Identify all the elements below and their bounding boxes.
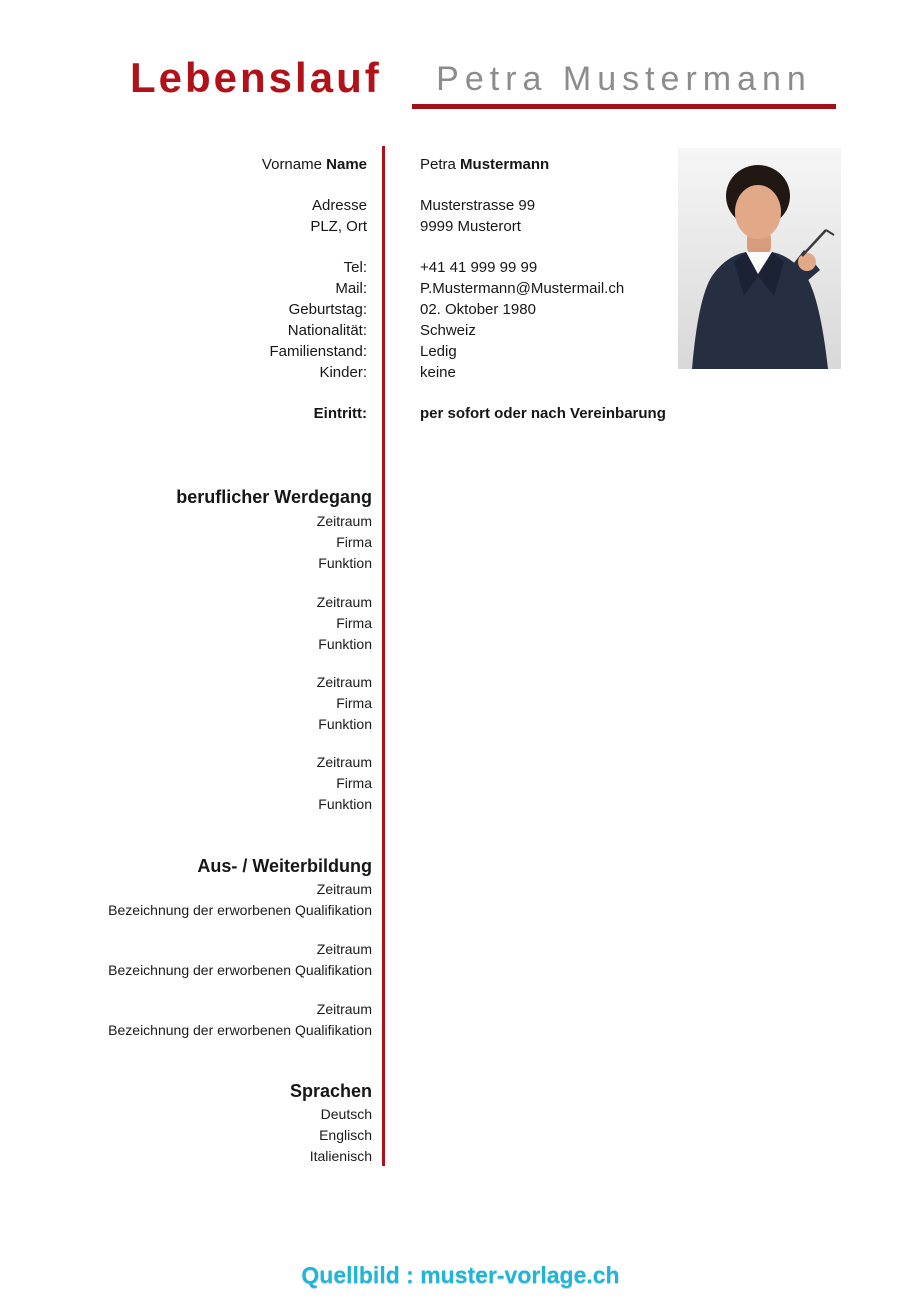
label-text: Tel: xyxy=(343,259,367,276)
career-line-firma: Firma xyxy=(336,695,372,711)
personal-row-geburtstag xyxy=(0,299,921,320)
source-caption: Quellbild : muster-vorlage.ch xyxy=(301,1262,620,1288)
personal-row-name xyxy=(0,154,921,175)
field-value xyxy=(420,216,521,237)
field-label xyxy=(0,299,367,320)
label-text: PLZ, Ort xyxy=(310,218,367,235)
value-text-bold: per sofort oder nach Vereinbarung xyxy=(420,405,666,422)
field-label xyxy=(0,278,367,299)
value-text: Ledig xyxy=(420,343,457,360)
section-heading-education: Aus- / Weiterbildung xyxy=(197,856,372,876)
education-line-zeitraum: Zeitraum xyxy=(316,881,372,897)
personal-row-kinder xyxy=(0,362,921,383)
value-text: Petra xyxy=(420,156,461,173)
field-value xyxy=(420,320,476,341)
field-label xyxy=(0,154,367,175)
field-label xyxy=(0,257,367,278)
career-line-firma: Firma xyxy=(336,615,372,631)
value-text: +41 41 999 99 99 xyxy=(420,259,538,276)
field-label xyxy=(0,320,367,341)
language-item: Englisch xyxy=(319,1127,372,1143)
education-line-zeitraum: Zeitraum xyxy=(316,941,372,957)
education-line-zeitraum: Zeitraum xyxy=(316,1001,372,1017)
value-text: 02. Oktober 1980 xyxy=(420,301,536,318)
education-line-qualifikation: Bezeichnung der erworbenen Qualifikation xyxy=(108,902,372,918)
education-group xyxy=(0,939,372,981)
career-line-funktion: Funktion xyxy=(318,555,372,571)
field-label xyxy=(0,403,367,424)
value-text: Schweiz xyxy=(420,322,476,339)
label-text: Kinder: xyxy=(319,364,367,381)
section-heading-career: beruflicher Werdegang xyxy=(176,487,372,507)
person-name-title: Petra Mustermann xyxy=(436,60,812,98)
label-text: Adresse xyxy=(311,197,367,214)
education-line-qualifikation: Bezeichnung der erworbenen Qualifikation xyxy=(108,962,372,978)
personal-row-plz-ort xyxy=(0,216,921,237)
field-value xyxy=(420,195,535,216)
career-line-funktion: Funktion xyxy=(318,636,372,652)
field-value xyxy=(420,278,624,299)
career-group xyxy=(0,511,372,574)
personal-row-adresse xyxy=(0,195,921,216)
value-text-bold: Mustermann xyxy=(460,156,550,173)
document-title: Lebenslauf xyxy=(130,54,382,101)
personal-row-mail xyxy=(0,278,921,299)
career-group xyxy=(0,592,372,655)
career-group xyxy=(0,672,372,735)
field-label xyxy=(0,216,367,237)
field-value xyxy=(420,341,457,362)
career-line-zeitraum: Zeitraum xyxy=(316,754,372,770)
field-label xyxy=(0,362,367,383)
education-line-qualifikation: Bezeichnung der erworbenen Qualifikation xyxy=(108,1022,372,1038)
value-text: keine xyxy=(420,364,456,381)
career-line-funktion: Funktion xyxy=(318,716,372,732)
education-group xyxy=(0,999,372,1041)
label-text-bold: Eintritt: xyxy=(313,405,367,422)
section-heading-languages: Sprachen xyxy=(289,1081,372,1101)
field-label xyxy=(0,341,367,362)
field-label xyxy=(0,195,367,216)
value-text: P.Mustermann@Mustermail.ch xyxy=(420,280,625,297)
career-line-firma: Firma xyxy=(336,775,372,791)
label-text: Geburtstag: xyxy=(288,301,367,318)
header-underline xyxy=(412,104,836,109)
field-value xyxy=(420,154,549,175)
value-text: 9999 Musterort xyxy=(420,218,521,235)
label-text: Vorname xyxy=(261,156,327,173)
personal-row-eintritt xyxy=(0,403,921,424)
career-line-zeitraum: Zeitraum xyxy=(316,674,372,690)
career-line-zeitraum: Zeitraum xyxy=(316,513,372,529)
field-value xyxy=(420,362,456,383)
education-group xyxy=(0,879,372,921)
personal-row-tel xyxy=(0,257,921,278)
field-value xyxy=(420,257,537,278)
field-value xyxy=(420,299,536,320)
label-text-bold: Name xyxy=(326,156,367,173)
personal-row-nationalitaet xyxy=(0,320,921,341)
label-text: Nationalität: xyxy=(287,322,367,339)
label-text: Familienstand: xyxy=(269,343,367,360)
career-line-zeitraum: Zeitraum xyxy=(316,594,372,610)
personal-row-familienstand xyxy=(0,341,921,362)
career-line-funktion: Funktion xyxy=(318,796,372,812)
language-item: Italienisch xyxy=(309,1148,372,1164)
languages-group xyxy=(0,1104,372,1167)
career-line-firma: Firma xyxy=(336,534,372,550)
label-text: Mail: xyxy=(335,280,367,297)
career-group xyxy=(0,752,372,815)
value-text: Musterstrasse 99 xyxy=(420,197,536,214)
field-value xyxy=(420,403,666,424)
language-item: Deutsch xyxy=(320,1106,372,1122)
